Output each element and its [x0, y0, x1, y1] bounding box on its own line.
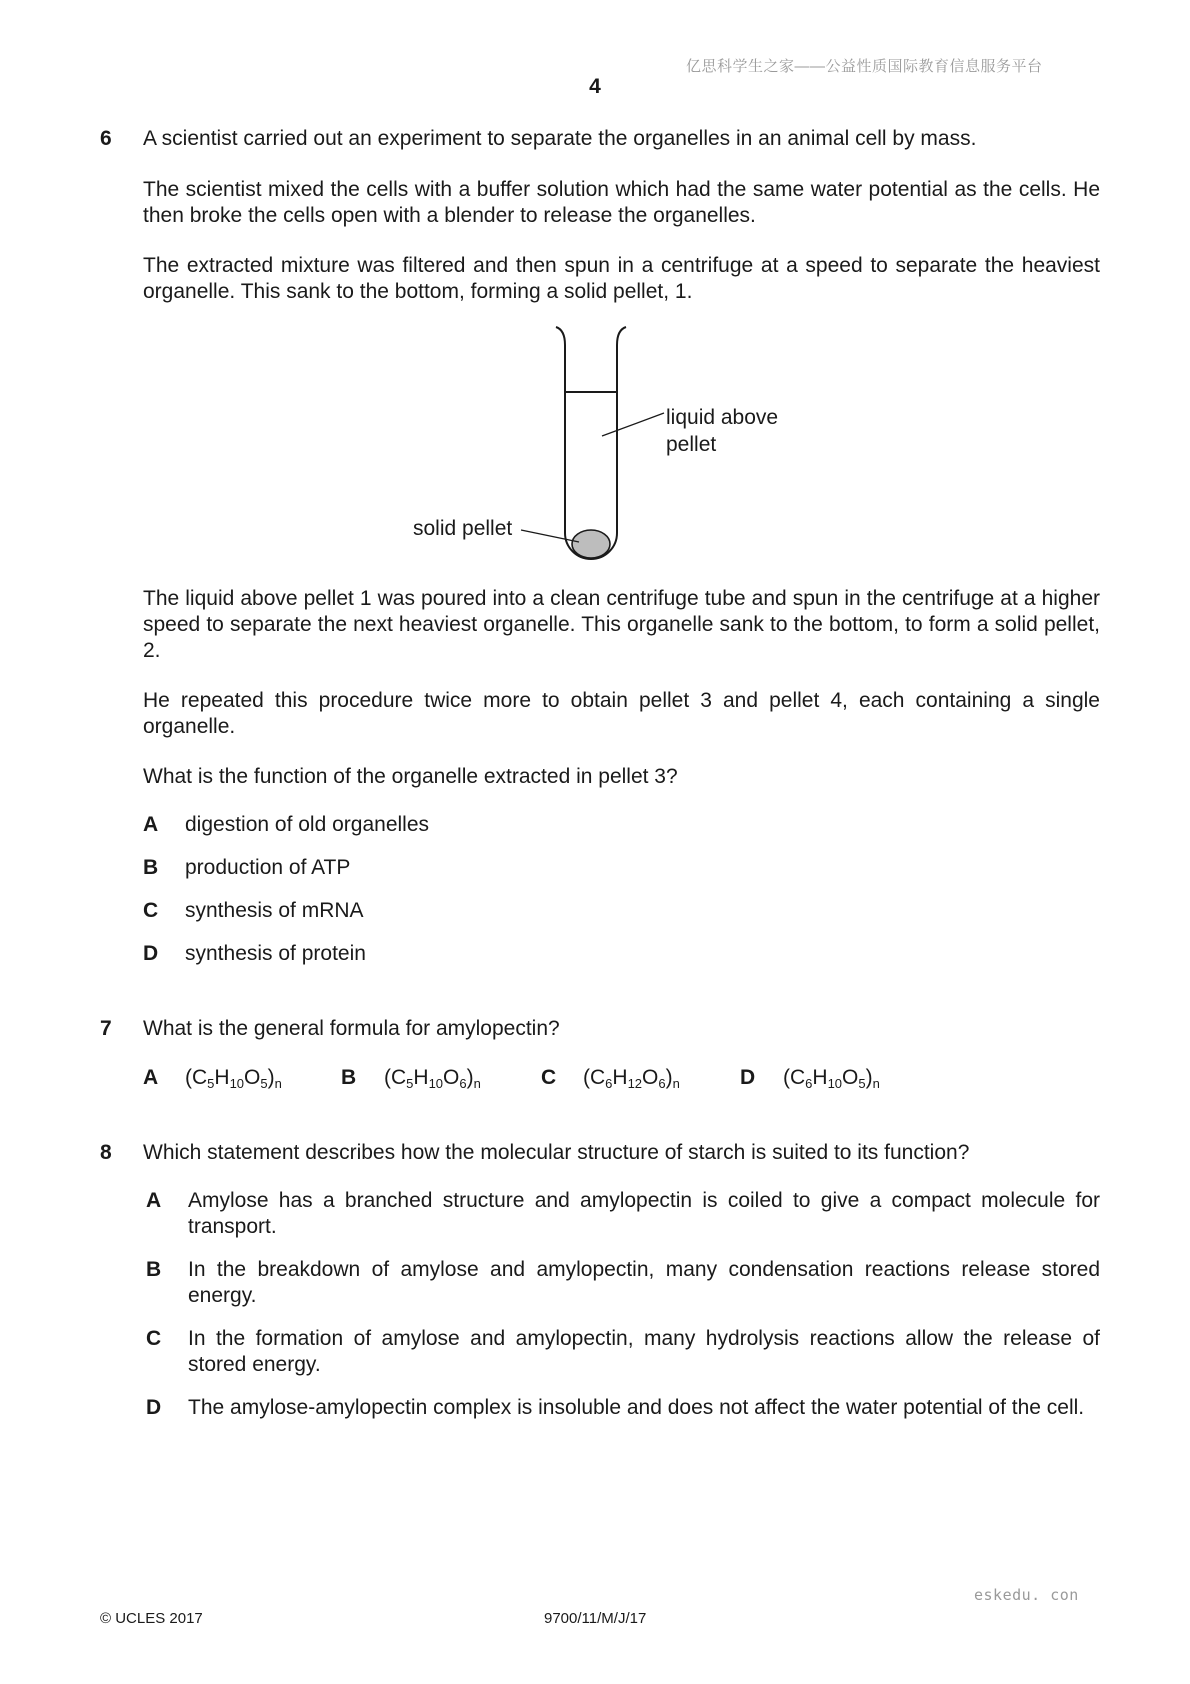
question-6-number: 6 [100, 127, 112, 150]
q7-option-d-formula: $(C_6H_{10}O_5)_n$ [783, 1066, 880, 1091]
q6-option-d-text: synthesis of protein [185, 942, 366, 965]
question-6-paragraph-4: The liquid above pellet 1 was poured into a clean centrifuge tube and spun in the centrifuge at a higher speed to separate the next heaviest organelle. This organelle sank to the bottom, to form a solid pellet, 2. [143, 587, 1100, 662]
q8-option-d-letter: D [146, 1396, 162, 1419]
centrifuge-tube-diagram [0, 0, 1190, 600]
header-watermark: 亿思科学生之家——公益性质国际教育信息服务平台 [686, 58, 1043, 75]
footer-paper-code: 9700/11/M/J/17 [544, 1610, 647, 1627]
q6-option-a-text: digestion of old organelles [185, 813, 430, 836]
question-6-intro: A scientist carried out an experiment to separate the organelles in an animal cell by mass. [143, 127, 977, 150]
liquid-label-line-2: pellet [666, 433, 717, 456]
question-6-paragraph-5: He repeated this procedure twice more to obtain pellet 3 and pellet 4, each containing a single organelle. [143, 689, 1100, 738]
question-6-stem: What is the function of the organelle extracted in pellet 3? [143, 765, 678, 788]
q8-option-a-text: Amylose has a branched structure and amylopectin is coiled to give a compact molecule for transport. [188, 1189, 1100, 1238]
q6-option-a-letter: A [143, 813, 159, 836]
question-7-number: 7 [100, 1017, 112, 1040]
liquid-leader-line [602, 413, 664, 436]
pellet-label: solid pellet [413, 517, 513, 540]
q7-option-a-letter: A [143, 1066, 159, 1089]
q7-option-b-letter: B [341, 1066, 357, 1089]
pellet-leader-line [521, 530, 579, 542]
q8-option-b-text: In the breakdown of amylose and amylopectin, many condensation reactions release stored energy. [188, 1258, 1100, 1307]
q8-option-b-letter: B [146, 1258, 162, 1281]
q7-option-d-letter: D [740, 1066, 756, 1089]
q6-option-b-text: production of ATP [185, 856, 351, 879]
footer-copyright: © UCLES 2017 [100, 1610, 203, 1627]
solid-pellet [572, 530, 610, 558]
q6-option-d-letter: D [143, 942, 159, 965]
q7-option-c-formula: $(C_6H_{12}O_6)_n$ [583, 1066, 680, 1091]
q8-option-a-letter: A [146, 1189, 162, 1212]
q7-option-a-formula: $(C_5H_{10}O_5)_n$ [185, 1066, 282, 1091]
q6-option-b-letter: B [143, 856, 159, 879]
q8-option-c-letter: C [146, 1327, 162, 1350]
q8-option-d-text: The amylose-amylopectin complex is insoluble and does not affect the water potential of the cell. [188, 1396, 1085, 1419]
question-8-number: 8 [100, 1141, 112, 1164]
q6-option-c-letter: C [143, 899, 159, 922]
question-8-stem: Which statement describes how the molecular structure of starch is suited to its function? [143, 1141, 970, 1164]
q7-option-c-letter: C [541, 1066, 557, 1089]
centrifuge-tube [556, 327, 626, 559]
q7-option-b-formula: $(C_5H_{10}O_6)_n$ [384, 1066, 481, 1091]
liquid-label-line-1: liquid above [666, 406, 779, 429]
question-6-paragraph-3: The extracted mixture was filtered and then spun in a centrifuge at a speed to separate the heaviest organelle. This sank to the bottom, forming a solid pellet, 1. [143, 254, 1100, 303]
q6-option-c-text: synthesis of mRNA [185, 899, 364, 922]
footer-watermark: eskedu. con [974, 1586, 1079, 1604]
q8-option-c-text: In the formation of amylose and amylopectin, many hydrolysis reactions allow the release of stored energy. [188, 1327, 1100, 1376]
question-6-paragraph-2: The scientist mixed the cells with a buffer solution which had the same water potential as the cells. He then broke the cells open with a blender to release the organelles. [143, 178, 1100, 227]
question-7-stem: What is the general formula for amylopectin? [143, 1017, 560, 1040]
page-number: 4 [589, 75, 601, 98]
